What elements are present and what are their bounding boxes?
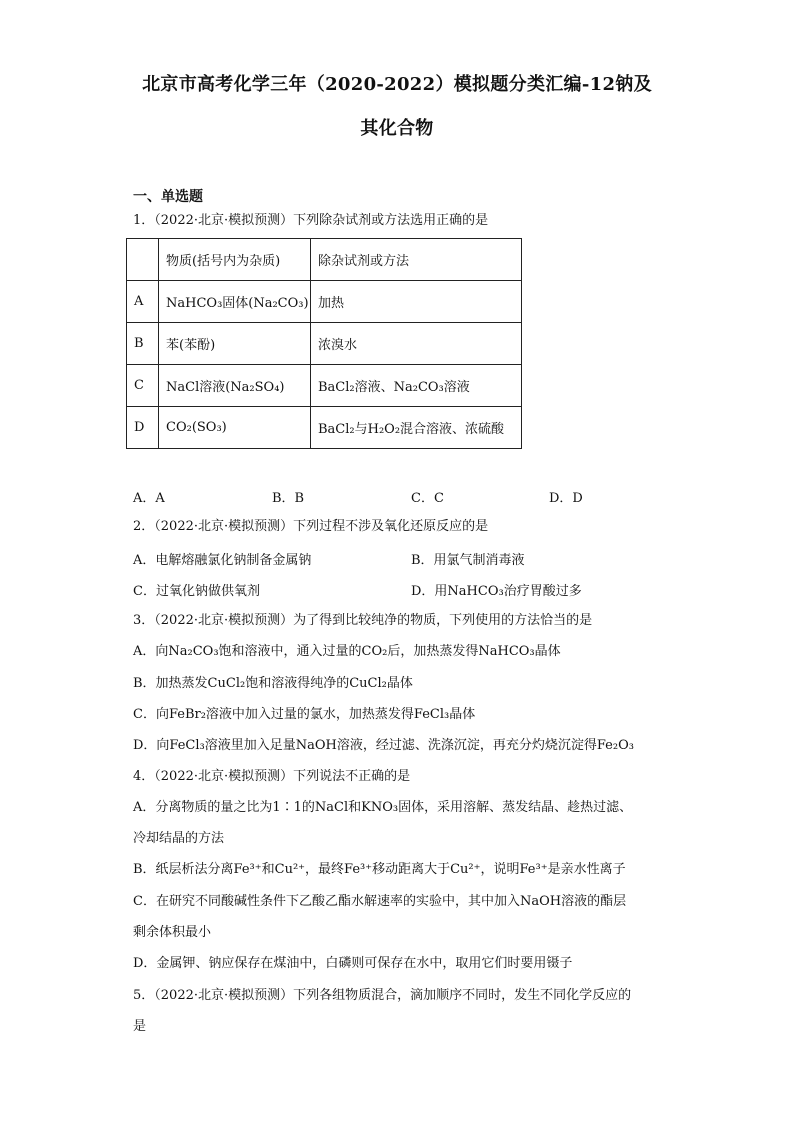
q1-option-d: D．D [549,491,583,506]
q2-option-c: C．过氧化钠做供氧剂 [133,584,260,599]
table-row [127,323,522,365]
q4-line: D．金属钾、钠应保存在煤油中，白磷则可保存在水中，取用它们时要用镊子 [133,956,573,971]
q3-stem: 3．（2022·北京·模拟预测）为了得到比较纯净的物质，下列使用的方法恰当的是 [133,613,593,628]
q2-option-d: D．用NaHCO₃治疗胃酸过多 [411,584,582,599]
q5-stem-cont: 是 [133,1019,147,1034]
table-cell: D [127,407,159,449]
page-title-line2: 其化合物 [360,118,434,139]
table-row [127,407,522,449]
q5-stem: 5．（2022·北京·模拟预测）下列各组物质混合，滴加顺序不同时，发生不同化学反应的 [133,988,632,1003]
q2-option-b: B．用氯气制消毒液 [411,553,525,568]
q1-option-c: C．C [411,491,444,506]
q1-stem: 1．（2022·北京·模拟预测）下列除杂试剂或方法选用正确的是 [133,213,489,228]
table-cell: B [127,323,159,365]
q4-line: C．在研究不同酸碱性条件下乙酸乙酯水解速率的实验中，其中加入NaOH溶液的酯层 [133,894,627,909]
table-cell: 除杂试剂或方法 [311,239,522,281]
table-row [127,365,522,407]
q1-table [126,238,522,449]
table-header-row [127,239,522,281]
table-cell: NaHCO₃固体(Na₂CO₃) [159,281,311,323]
table-cell: A [127,281,159,323]
section-heading: 一、单选题 [133,189,203,205]
q3-option-a: A．向Na₂CO₃饱和溶液中，通入过量的CO₂后，加热蒸发得NaHCO₃晶体 [133,644,561,659]
q1-option-b: B．B [272,491,305,506]
table-cell: 苯(苯酚) [159,323,311,365]
table-cell: BaCl₂与H₂O₂混合溶液、浓硫酸 [311,407,522,449]
q4-line: 剩余体积最小 [133,925,212,940]
table-cell: 浓溴水 [311,323,522,365]
q3-option-d: D．向FeCl₃溶液里加入足量NaOH溶液，经过滤、洗涤沉淀，再充分灼烧沉淀得Fe₂O₃ [133,738,634,753]
table-cell: 物质(括号内为杂质) [159,239,311,281]
table-cell: BaCl₂溶液、Na₂CO₃溶液 [311,365,522,407]
q4-line: A．分离物质的量之比为1∶1的NaCl和KNO₃固体，采用溶解、蒸发结晶、趁热过滤、 [133,800,633,815]
table-cell: CO₂(SO₃) [159,407,311,449]
q2-option-a: A．电解熔融氯化钠制备金属钠 [133,553,312,568]
page-title-line1: 北京市高考化学三年（2020-2022）模拟题分类汇编-12钠及 [142,74,652,95]
q4-line: 冷却结晶的方法 [133,831,225,846]
table-row [127,281,522,323]
q1-option-a: A．A [133,491,165,506]
q4-line: B．纸层析法分离Fe³⁺和Cu²⁺，最终Fe³⁺移动距离大于Cu²⁺，说明Fe³⁺是亲水性离子 [133,862,626,877]
q3-option-b: B．加热蒸发CuCl₂饱和溶液得纯净的CuCl₂晶体 [133,676,413,691]
table-cell: NaCl溶液(Na₂SO₄) [159,365,311,407]
q4-stem: 4．（2022·北京·模拟预测）下列说法不正确的是 [133,769,411,784]
q3-option-c: C．向FeBr₂溶液中加入过量的氯水，加热蒸发得FeCl₃晶体 [133,707,476,722]
table-cell: 加热 [311,281,522,323]
table-cell: C [127,365,159,407]
table-cell [127,239,159,281]
q2-stem: 2．（2022·北京·模拟预测）下列过程不涉及氧化还原反应的是 [133,519,489,534]
